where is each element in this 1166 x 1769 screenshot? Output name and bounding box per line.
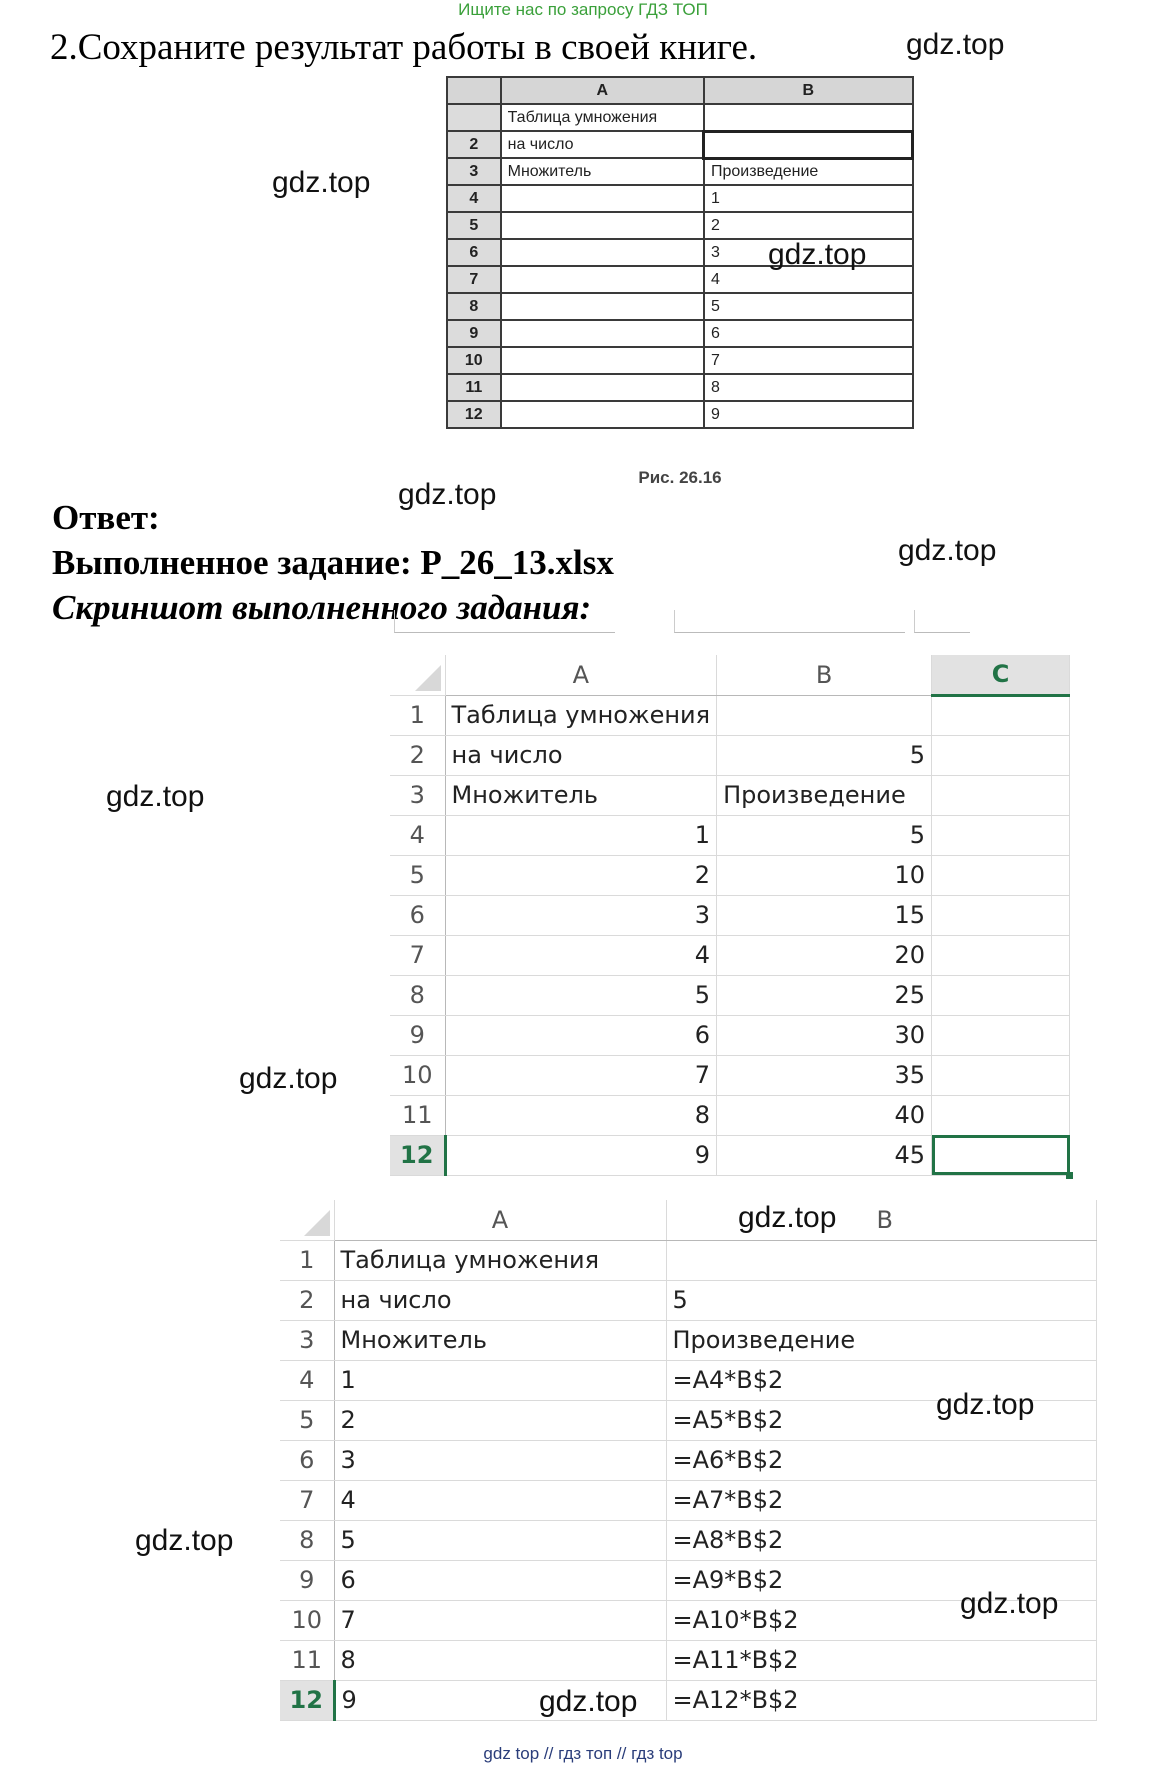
cell-a[interactable]: 8 <box>445 1095 717 1135</box>
cell-b[interactable]: =A6*B$2 <box>666 1440 1096 1480</box>
col-header-a[interactable]: A <box>445 655 717 695</box>
figure-cell-a <box>501 266 704 293</box>
row-header[interactable]: 9 <box>390 1015 445 1055</box>
table-row <box>280 1520 1096 1560</box>
figure-cell-a <box>501 239 704 266</box>
table-row <box>390 1095 1070 1135</box>
figure-col-header-a: A <box>501 77 704 104</box>
table-row <box>390 1135 1070 1175</box>
figure-col-header-b: B <box>704 77 913 104</box>
table-row <box>390 775 1070 815</box>
cell-b[interactable]: =A4*B$2 <box>666 1360 1096 1400</box>
figure-cell-b: 5 <box>704 293 913 320</box>
figure-selected-cell <box>704 131 913 158</box>
cell-a[interactable]: 9 <box>445 1135 717 1175</box>
cell-a[interactable]: 1 <box>334 1360 666 1400</box>
cell-a[interactable]: 3 <box>445 895 717 935</box>
figure-cell-b: 2 <box>704 212 913 239</box>
figure-row-number: 6 <box>447 239 501 266</box>
cell-b[interactable]: 40 <box>717 1095 932 1135</box>
cell-c[interactable] <box>932 895 1070 935</box>
cell-a[interactable]: на число <box>445 735 717 775</box>
figure-cell-b: 3 <box>704 239 913 266</box>
cell-a[interactable]: 2 <box>445 855 717 895</box>
row-header[interactable]: 4 <box>390 815 445 855</box>
figure-cell-a <box>501 374 704 401</box>
figure-cell-b: 7 <box>704 347 913 374</box>
figure-row <box>447 320 913 347</box>
figure-cell-a <box>501 212 704 239</box>
figure-header-row <box>447 77 913 104</box>
cell-c[interactable] <box>932 1015 1070 1055</box>
column-header-row <box>390 655 1070 695</box>
cell-a[interactable]: 3 <box>334 1440 666 1480</box>
table-row <box>280 1440 1096 1480</box>
table-row <box>390 1015 1070 1055</box>
watermark: gdz.top <box>539 1685 638 1718</box>
cell-c[interactable] <box>932 735 1070 775</box>
cell-b[interactable]: =A12*B$2 <box>666 1680 1096 1720</box>
figure-row-number: 10 <box>447 347 501 374</box>
cell-b[interactable]: 20 <box>717 935 932 975</box>
table-row <box>390 695 1070 735</box>
screenshot-label: Скриншот выполненного задания: <box>52 588 592 627</box>
figure-cell-a: на число <box>501 131 704 158</box>
watermark: gdz.top <box>960 1587 1059 1620</box>
task-text: 2.Сохраните результат работы в своей книге. <box>50 27 758 68</box>
col-header-b[interactable]: B <box>666 1200 1096 1240</box>
figure-cell-a <box>501 185 704 212</box>
answer-label: Ответ: <box>52 498 160 537</box>
row-header[interactable]: 8 <box>390 975 445 1015</box>
cell-b[interactable]: 15 <box>717 895 932 935</box>
figure-row <box>447 158 913 185</box>
cell-a[interactable]: 1 <box>445 815 717 855</box>
figure-row <box>447 401 913 428</box>
cell-a[interactable]: 7 <box>445 1055 717 1095</box>
row-header[interactable]: 11 <box>390 1095 445 1135</box>
cell-a[interactable]: 4 <box>334 1480 666 1520</box>
figure-row <box>447 185 913 212</box>
cell-b[interactable] <box>666 1240 1096 1280</box>
cell-c[interactable] <box>932 1055 1070 1095</box>
excel-formulas-screenshot <box>280 1200 1097 1721</box>
footer-links[interactable]: gdz top // гдз топ // гдз top <box>483 1744 683 1763</box>
cell-a[interactable]: 8 <box>334 1640 666 1680</box>
table-row <box>390 975 1070 1015</box>
select-all-corner[interactable] <box>280 1200 334 1240</box>
figure-cell-b: 1 <box>704 185 913 212</box>
table-row <box>390 895 1070 935</box>
col-header-a[interactable]: A <box>334 1200 666 1240</box>
cell-b[interactable]: =A11*B$2 <box>666 1640 1096 1680</box>
cell-b[interactable]: Произведение <box>666 1320 1096 1360</box>
table-row <box>390 935 1070 975</box>
row-header[interactable]: 2 <box>390 735 445 775</box>
watermark: gdz.top <box>906 28 1005 61</box>
cell-b[interactable]: 25 <box>717 975 932 1015</box>
figure-cell-b: Произведение <box>704 158 913 185</box>
cell-a[interactable]: Множитель <box>334 1320 666 1360</box>
figure-row-number: 2 <box>447 131 501 158</box>
row-header[interactable]: 5 <box>280 1400 334 1440</box>
figure-row <box>447 293 913 320</box>
column-header-row <box>280 1200 1096 1240</box>
cell-c[interactable] <box>932 1095 1070 1135</box>
row-header[interactable]: 6 <box>280 1440 334 1480</box>
cell-a[interactable]: 6 <box>334 1560 666 1600</box>
row-header[interactable]: 3 <box>280 1320 334 1360</box>
figure-cell-b: 4 <box>704 266 913 293</box>
cell-b[interactable]: 35 <box>717 1055 932 1095</box>
table-row <box>280 1640 1096 1680</box>
cell-a[interactable]: 6 <box>445 1015 717 1055</box>
cell-b[interactable]: 30 <box>717 1015 932 1055</box>
watermark: gdz.top <box>898 534 997 567</box>
cell-b[interactable]: Произведение <box>717 775 932 815</box>
cell-c[interactable] <box>932 975 1070 1015</box>
table-row <box>390 815 1070 855</box>
watermark: gdz.top <box>738 1201 837 1234</box>
figure-row-number: 11 <box>447 374 501 401</box>
cell-b[interactable]: 5 <box>717 815 932 855</box>
figure-row-number: 8 <box>447 293 501 320</box>
cell-a[interactable]: Таблица умножения <box>445 695 717 735</box>
row-header[interactable]: 8 <box>280 1520 334 1560</box>
table-row <box>280 1320 1096 1360</box>
watermark: gdz.top <box>135 1524 234 1557</box>
figure-row-number: 5 <box>447 212 501 239</box>
watermark: gdz.top <box>272 166 371 199</box>
figure-row-number: 9 <box>447 320 501 347</box>
cell-b[interactable]: 5 <box>717 735 932 775</box>
figure-row-number <box>447 104 501 131</box>
figure-row <box>447 104 913 131</box>
table-row <box>280 1240 1096 1280</box>
cell-a[interactable]: 5 <box>445 975 717 1015</box>
figure-cell-a <box>501 401 704 428</box>
figure-cell-a: Множитель <box>501 158 704 185</box>
cell-a[interactable]: Таблица умножения <box>334 1240 666 1280</box>
cell-c[interactable] <box>932 855 1070 895</box>
figure-cell-a <box>501 293 704 320</box>
cell-c[interactable] <box>932 775 1070 815</box>
answer-file-line: Выполненное задание: Р_26_13.xlsx <box>52 543 614 582</box>
cell-a[interactable]: 5 <box>334 1520 666 1560</box>
figure-caption: Рис. 26.16 <box>638 468 722 487</box>
row-header[interactable]: 9 <box>280 1560 334 1600</box>
table-row <box>280 1280 1096 1320</box>
cell-b[interactable]: =A7*B$2 <box>666 1480 1096 1520</box>
cell-c[interactable] <box>932 695 1070 735</box>
table-row <box>390 855 1070 895</box>
cell-a[interactable]: Множитель <box>445 775 717 815</box>
figure-row-number: 7 <box>447 266 501 293</box>
table-row <box>390 735 1070 775</box>
select-all-corner[interactable] <box>390 655 445 695</box>
col-header-b[interactable]: B <box>717 655 932 695</box>
row-header[interactable]: 6 <box>390 895 445 935</box>
watermark: gdz.top <box>768 238 867 271</box>
cell-b[interactable]: 5 <box>666 1280 1096 1320</box>
cell-b[interactable] <box>717 695 932 735</box>
ribbon-remnant <box>394 610 969 632</box>
cell-a[interactable]: 4 <box>445 935 717 975</box>
cell-b[interactable]: 10 <box>717 855 932 895</box>
watermark: gdz.top <box>106 780 205 813</box>
cell-b[interactable]: =A9*B$2 <box>666 1560 1096 1600</box>
figure-row <box>447 131 913 158</box>
cell-a[interactable]: 9 <box>334 1680 666 1720</box>
row-header[interactable]: 10 <box>390 1055 445 1095</box>
row-header[interactable]: 11 <box>280 1640 334 1680</box>
figure-row <box>447 212 913 239</box>
cell-c[interactable] <box>932 935 1070 975</box>
figure-cell-b: 6 <box>704 320 913 347</box>
figure-row-number: 4 <box>447 185 501 212</box>
figure-row <box>447 374 913 401</box>
row-header[interactable]: 1 <box>390 695 445 735</box>
values-grid <box>390 655 1070 1176</box>
figure-row <box>447 347 913 374</box>
cell-a[interactable]: на число <box>334 1280 666 1320</box>
row-header[interactable]: 3 <box>390 775 445 815</box>
figure-cell-a: Таблица умножения <box>501 104 704 131</box>
row-header-selected[interactable]: 12 <box>280 1680 334 1720</box>
table-row <box>390 1055 1070 1095</box>
row-header[interactable]: 4 <box>280 1360 334 1400</box>
figure-cell-b: 8 <box>704 374 913 401</box>
table-row <box>280 1480 1096 1520</box>
cell-b[interactable]: =A10*B$2 <box>666 1600 1096 1640</box>
watermark: gdz.top <box>936 1388 1035 1421</box>
cell-c[interactable] <box>932 815 1070 855</box>
top-banner[interactable]: Ищите нас по запросу ГДЗ ТОП <box>458 0 708 19</box>
row-header-selected[interactable]: 12 <box>390 1135 445 1175</box>
table-row <box>280 1680 1096 1720</box>
row-header[interactable]: 7 <box>280 1480 334 1520</box>
row-header[interactable]: 7 <box>390 935 445 975</box>
watermark: gdz.top <box>239 1062 338 1095</box>
figure-corner <box>447 77 501 104</box>
cell-b[interactable]: 45 <box>717 1135 932 1175</box>
formulas-grid <box>280 1200 1097 1721</box>
cell-a[interactable]: 7 <box>334 1600 666 1640</box>
cell-b[interactable]: =A8*B$2 <box>666 1520 1096 1560</box>
row-header[interactable]: 10 <box>280 1600 334 1640</box>
cell-b[interactable]: =A5*B$2 <box>666 1400 1096 1440</box>
row-header[interactable]: 1 <box>280 1240 334 1280</box>
row-header[interactable]: 5 <box>390 855 445 895</box>
watermark: gdz.top <box>398 478 497 511</box>
excel-values-screenshot <box>390 655 1070 1176</box>
figure-cell-b <box>704 104 913 131</box>
figure-cell-a <box>501 320 704 347</box>
figure-row-number: 12 <box>447 401 501 428</box>
figure-cell-b: 9 <box>704 401 913 428</box>
figure-cell-a <box>501 347 704 374</box>
cell-a[interactable]: 2 <box>334 1400 666 1440</box>
col-header-c[interactable]: C <box>932 655 1070 695</box>
figure-row-number: 3 <box>447 158 501 185</box>
active-cell-c12[interactable] <box>932 1135 1070 1175</box>
row-header[interactable]: 2 <box>280 1280 334 1320</box>
